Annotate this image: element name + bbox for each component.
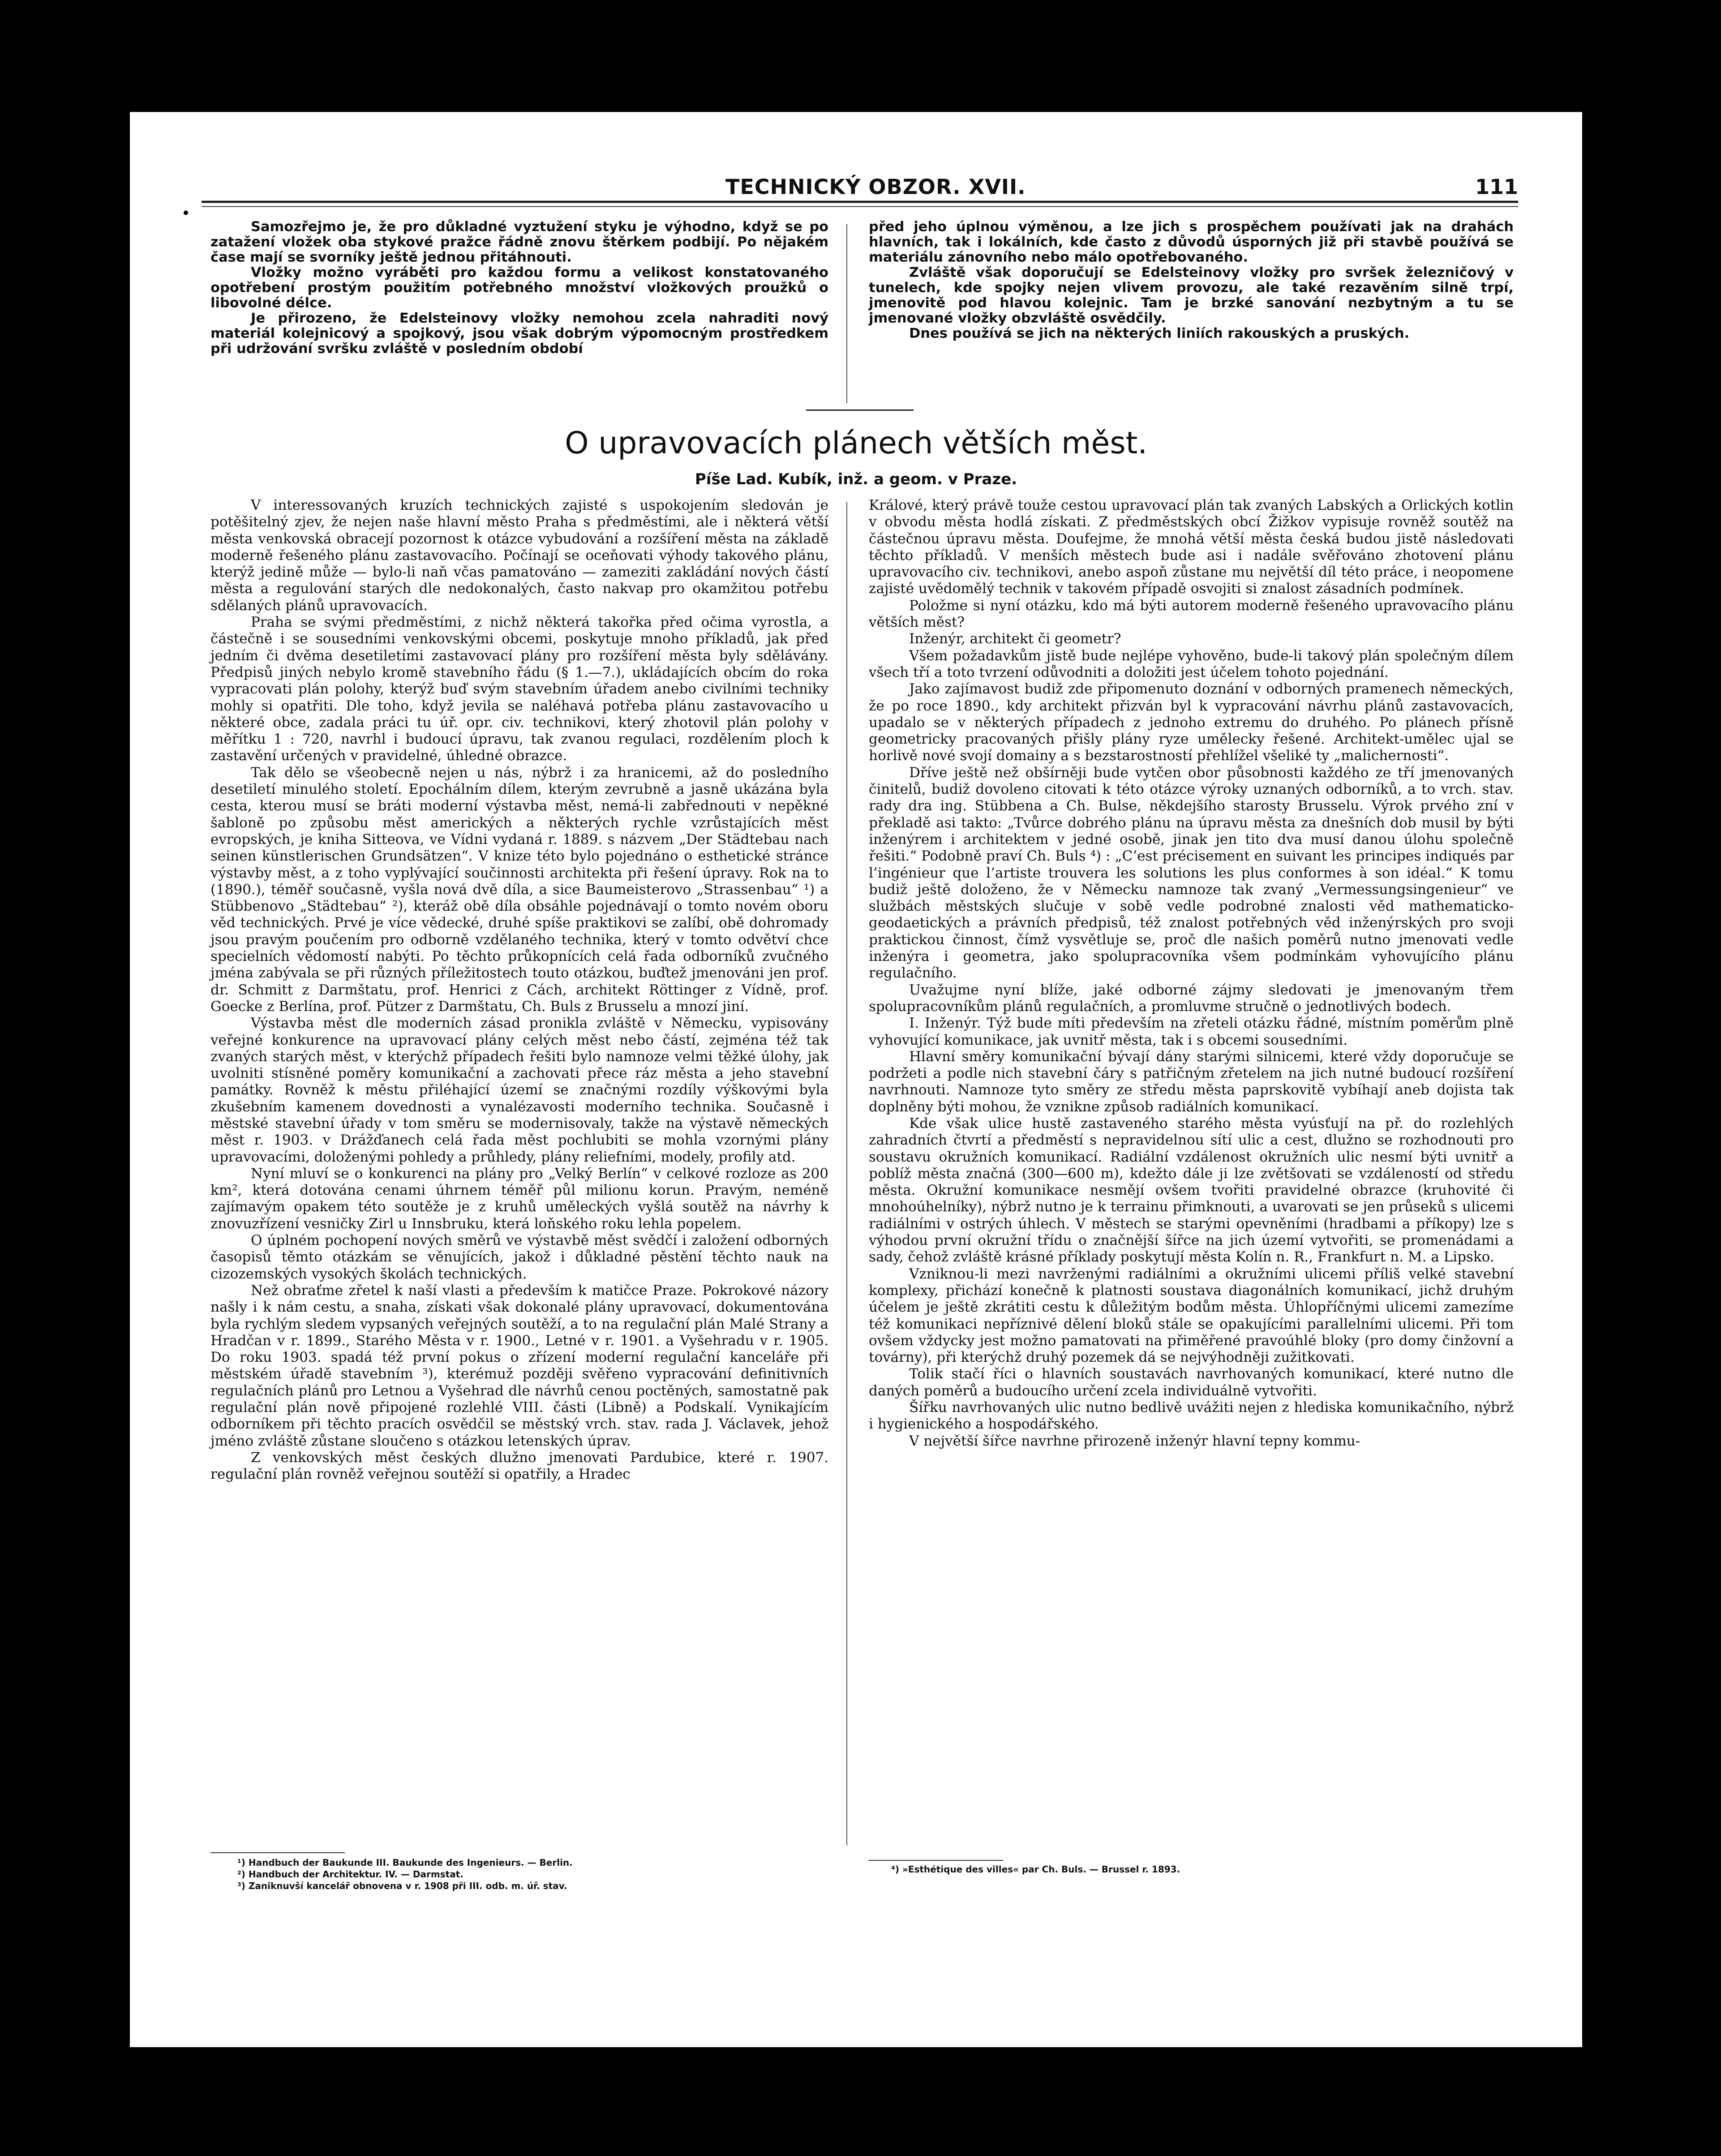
article-right-column	[869, 497, 1514, 1450]
paragraph: Uvažujme nyní blíže, jaké odborné zájmy sledovati je jmenovaným třem spolupracovníkům plánů regulačních, a promluvme stručně o jednotlivých bodech.	[869, 981, 1514, 1015]
header-rule-thin	[202, 206, 1518, 207]
paragraph: Samozřejmo je, že pro důkladné vyztužení styku je výhodno, když se po zatažení vložek oba stykové pražce řádně znovu štěrkem podbijí. Po nějakém čase mají se svorníky ještě jednou přitáhnouti.	[210, 219, 828, 265]
footnote: ²) Handbuch der Architektur. IV. — Darmstat.	[237, 1869, 464, 1880]
paragraph: Z venkovských měst českých dlužno jmenovati Pardubice, které r. 1907. regulační plán rovněž veřejnou soutěží si opatřily, a Hradec	[210, 1449, 828, 1483]
footnote: ³) Zaniknuvší kancelář obnovena v r. 1908 při III. odb. m. úř. stav.	[237, 1881, 567, 1891]
paragraph: Šířku navrhovaných ulic nutno bedlivě uvážiti nejen z hlediska komunikačního, nýbrž i hygienického a hospodářského.	[869, 1399, 1514, 1433]
paragraph: I. Inženýr. Týž bude míti především na zřeteli otázku řádné, místním poměrům plně vyhovující komunikace, jak uvnitř města, tak i s obcemi sousedními.	[869, 1015, 1514, 1048]
paragraph: Než obraťme zřetel k naší vlasti a především k matičce Praze. Pokrokové názory našly i k nám cestu, a snaha, získati však dokonalé plány upravovací, dokumentována byla rychlým sledem vypsaných veřejných soutěží, a to na regulační plán Malé Strany a Hradčan v r. 1899., Starého Města v r. 1900., Letné v r. 1901. a Vyšehradu v r. 1905. Do roku 1903. spadá též první pokus o zřízení moderní regulační kanceláře při městském úřadě stavebním ³), kterémuž později svěřeno vypracování definitivních regulačních plánů pro Letnou a Vyšehrad dle návrhů cenou poctěných, samostatně pak regulační plán nově připojené rozlehlé VIII. části (Libně) a Podskalí. Vynikajícím odborníkem při těchto pracích osvědčil se městský vrch. stav. rada J. Václavek, jehož jméno zvláště zůstane sloučeno s otázkou letenských úprav.	[210, 1282, 828, 1449]
footnotes-left	[237, 1857, 820, 1892]
paragraph: Všem požadavkům jistě bude nejlépe vyhověno, bude-li takový plán společným dílem všech tří a toto tvrzení odůvodniti a doložiti jest účelem tohoto pojednání.	[869, 647, 1514, 680]
paragraph: Hlavní směry komunikační bývají dány starými silnicemi, které vždy doporučuje se podržeti a podle nich stavební čáry s patřičným zřetelem na jich nutné budoucí rozšíření navrhnouti. Namnoze tyto směry ze středu města paprskovitě vybíhají aneb dojista tak doplněny býti mohou, že vznikne způsob radiálních komunikací.	[869, 1048, 1514, 1115]
paragraph: Dříve ještě než obšírněji bude vytčen obor působnosti každého ze tří jmenovaných činitelů, budiž dovoleno citovati k této otázce výroky uznaných odborníků, a to vrch. stav. rady dra ing. Stübbena a Ch. Bulse, někdejšího starosty Brusselu. Výrok prvého zní v překladě asi takto: „Tvůrce dobrého plánu na úpravu města za dnešních dob musil by býti inženýrem i architektem v jedné osobě, jinak jen tito dva musí danou úlohu společně řešiti.“ Podobně praví Ch. Buls ⁴) : „C’est précisement en suivant les principes indiqués par l’ingénieur que l’artiste trouvera les solutions les plus conformes à son idéal.“ K tomu budiž ještě doloženo, že v Německu namnoze tak zvaný „Vermessungsingenieur“ ve službách městských slučuje v sobě vedle podrobné znalosti věd mathematicko-geodaetických a právních předpisů, též znalost potřebných věd inženýrských pro svoji praktickou činnost, čímž vysvětluje se, proč dle našich poměrů nutno jmenovati vedle inženýra i geometra, jako spolupracovníka všem podmínkám vyhovujícího plánu regulačního.	[869, 764, 1514, 981]
paragraph: Je přirozeno, že Edelsteinovy vložky nemohou zcela nahraditi nový materiál kolejnicový a spojkový, jsou však dobrým výpomocným prostředkem při udržování svršku zvláště v posledním období	[210, 310, 828, 357]
paragraph: Inženýr, architekt či geometr?	[909, 631, 1121, 647]
paragraph: Králové, který právě touže cestou upravovací plán tak zvaných Labských a Orlických kotlin v obvodu města hodlá získati. Z předměstských obcí Žižkov vypisuje rovněž soutěž na částečnou úpravu města. Doufejme, že mnohá větší města česká budou jistě následovati těchto příkladů. V menších městech bude asi i nadále svěřováno zhotovení plánu upravovacího civ. technikovi, anebo aspoň zůstane mu největší díl této práce, i neopomene zajisté uvědomělý technik v takovém případě osvojiti si znalost zásadních podmínek.	[869, 497, 1514, 597]
footnote: ¹) Handbuch der Baukunde III. Baukunde des Ingenieurs. — Berlin.	[237, 1857, 573, 1868]
ink-speck	[184, 211, 188, 215]
column-divider	[846, 502, 847, 1846]
footnote: ⁴) »Esthétique des villes« par Ch. Buls. — Brussel r. 1893.	[891, 1864, 1180, 1875]
header-rule	[202, 201, 1518, 203]
paragraph: před jeho úplnou výměnou, a lze jich s prospěchem používati jak na drahách hlavních, tak i lokálních, kde často z důvodů úsporných již při stavbě používá se materiálu zánovního nebo málo opotřebovaného.	[869, 219, 1514, 265]
paragraph: Tolik stačí říci o hlavních soustavách navrhovaných komunikací, které nutno dle daných poměrů a budoucího určení zcela individuálně vytvořiti.	[869, 1366, 1514, 1399]
paragraph: Vzniknou-li mezi navrženými radiálními a okružními ulicemi příliš velké stavební komplexy, přichází konečně k platnosti soustava diagonálních komunikací, jichž druhým účelem je ještě zkrátiti cestu k důležitým bodům města. Úhlopříčnými ulicemi zamezíme též komunikaci nepříznivé dělení bloků stále se opakujícími parallelními ulicemi. Při tom ovšem vždycky jest možno pamatovati na přiměřené pravoúhlé bloky (pro domy činžovní a továrny), při kterýchž druhý pozemek dá se nejvýhodněji zužitkovati.	[869, 1265, 1514, 1366]
paragraph: V interessovaných kruzích technických zajisté s uspokojením sledován je potěšitelný zjev, že nejen naše hlavní město Praha s předměstími, ale i některá větší města venkovská obracejí pozornost k otázce vybudování a rozšíření města na základě moderně řešeného plánu zastavovacího. Počínají se oceňovati výhody takového plánu, kterýž jedině může — bylo-li naň včas pamatováno — zameziti zakládání nových částí města a regulování starých dle nedokonalých, často nakvap pro okamžitou potřebu sdělaných plánů upravovacích.	[210, 497, 828, 614]
page-number: 111	[1475, 175, 1518, 199]
paragraph: Zvláště však doporučují se Edelsteinovy vložky pro svršek železničový v tunelech, kde spojky nejen vlivem provozu, ale také rezavěním silně trpí, jmenovitě pod hlavou kolejnic. Tam je brzké sanování nezbytným a tu se jmenované vložky obzvláště osvědčily.	[869, 265, 1514, 326]
journal-page	[130, 112, 1582, 2047]
footnotes-right	[891, 1863, 1473, 1875]
paragraph: V největší šířce navrhne přirozeně inženýr hlavní tepny kommu-	[909, 1433, 1360, 1449]
footnote-rule	[210, 1852, 345, 1853]
article-title: O upravovacích plánech větších měst.	[565, 426, 1147, 461]
continued-article-left-column	[210, 219, 828, 357]
paragraph: Tak dělo se všeobecně nejen u nás, nýbrž i za hranicemi, až do posledního desetiletí minulého století. Epochálním dílem, kterým zevrubně a jasně ukázána byla cesta, kterou musí se bráti moderní výstavba měst, nemá-li zabřednouti v nepěkné šabloně po způsobu měst amerických a některých rychle vzrůstajících měst evropských, je kniha Sitteova, ve Vídni vydaná r. 1889. s názvem „Der Städtebau nach seinen künstlerischen Grundsätzen“. V knize této bylo pojednáno o esthetické stránce výstavby měst, a z toho vyplývající součinnosti architekta při řešení úpravy. Rok na to (1890.), téměř současně, vyšla nová dvě díla, a sice Baumeisterovo „Strassenbau“ ¹) a Stübbenovo „Städtebau“ ²), kteráž obě díla obsáhle pojednávají o tomto novém oboru věd technických. Prvé je více vědecké, druhé spíše praktikovi se zalíbí, obě dohromady jsou pravým poučením pro odborně vzdělaného technika, který v tomto odvětví chce specielních vědomostí nabýti. Po těchto průkopnících celá řada odborníků zvučného jména zabývala se při různých příležitostech touto otázkou, buďtež jmenováni jen prof. dr. Schmitt z Darmštatu, prof. Henrici z Cách, architekt Röttinger z Vídně, prof. Goecke z Berlína, prof. Pützer z Darmštatu, Ch. Buls z Brusselu a mnozí jiní.	[210, 764, 828, 1015]
article-byline: Píše Lad. Kubík, inž. a geom. v Praze.	[695, 470, 1017, 488]
page-header	[202, 175, 1518, 202]
article-separator	[806, 409, 914, 411]
paragraph: Dnes používá se jich na některých liniích rakouských a pruských.	[909, 326, 1410, 341]
column-divider	[846, 224, 847, 403]
paragraph: Výstavba měst dle moderních zásad pronikla zvláště v Německu, vypisovány veřejné konkurence na upravovací plány celých měst nebo částí, zejména též tak zvaných starých měst, v kterýchž případech řešiti bylo namnoze velmi těžké úlohy, jak uvolniti stísněné poměry komunikační a zachovati přece ráz města a jeho stavební památky. Rovněž k městu přiléhající území se značnými rozdíly výškovými byla zkušebním kamenem dovednosti a vynalézavosti moderního technika. Současně i městské stavební úřady v tom směru se modernisovaly, takže na výstavě německých měst r. 1903. v Drážďanech celá řada měst pochlubiti se mohla vzornými plány upravovacími, doloženými pohledy a průhledy, plány reliefními, modely, profily atd.	[210, 1015, 828, 1165]
paragraph: Vložky možno vyráběti pro každou formu a velikost konstatovaného opotřebení prostým použitím potřebného množství vložkových proužků o libovolné délce.	[210, 265, 828, 311]
paragraph: Nyní mluví se o konkurenci na plány pro „Velký Berlín“ v celkové rozloze as 200 km², která dotována cenami úhrnem téměř půl milionu korun. Pravým, neméně zajímavým opakem této soutěže je z kruhů uměleckých vyšlá soutěž na návrhy k znovuzřízení vesničky Zirl u Innsbruku, která loňského roku lehla popelem.	[210, 1165, 828, 1232]
continued-article-right-column	[869, 219, 1514, 341]
paragraph: Praha se svými předměstími, z nichž některá takořka před očima vyrostla, a částečně i se sousedními venkovskými obcemi, poskytuje mnoho příkladů, jak před jedním či dvěma desetiletími zastavovací plány pro rozšíření města byly sdělávány. Předpisů jiných nebylo kromě stavebního řádu (§ 1.—7.), ukládajících obcím do roka vypracovati plán polohy, kterýž buď svým stavebním úřadem anebo civilními techniky mohly si opatřiti. Dle toho, když jevila se naléhavá potřeba plánu zastavovacího u některé obce, zadala práci tu úř. opr. civ. technikovi, který zhotovil plán polohy v měřítku 1 : 720, navrhl i budoucí úpravu, tak zvanou regulaci, rozdělením ploch k zastavění určených v pravidelné, úhledné obrazce.	[210, 614, 828, 764]
footnote-rule	[869, 1860, 1003, 1861]
paragraph: O úplném pochopení nových směrů ve výstavbě měst svědčí i založení odborných časopisů těmto otázkám se věnujících, jakož i důkladné pěstění těchto nauk na cizozemských vysokých školách technických.	[210, 1232, 828, 1282]
paragraph: Jako zajímavost budiž zde připomenuto doznání v odborných pramenech německých, že po roce 1890., kdy architekt přizván byl k vypracování návrhu plánů zastavovacích, upadalo se v některých případech z jednoho extremu do druhého. Po plánech přísně geometricky pracovaných přišly plány ryze umělecky řešené. Architekt-umělec ujal se horlivě nové svojí domainy a s bezstarostností přehlížel všeliké ty „malichernosti“.	[869, 681, 1514, 764]
paragraph: Kde však ulice hustě zastaveného starého města vyúsťují na př. do rozlehlých zahradních čtvrtí a předměstí s nepravidelnou sítí ulic a cest, dlužno se rozhodnouti pro soustavu okružních komunikací. Radiální vzdálenost okružních ulic nesmí býti uvnitř a poblíž města značná (300—600 m), kdežto dále ji lze zvětšovati se vzdáleností od středu města. Okružní komunikace nesmějí ovšem tvořiti pravidelné obrazce (kruhovité či mnohoúhelníky), nýbrž nutno je k terrainu přimknouti, a uvarovati se jen průseků s ulicemi radiálními v ostrých úhlech. V městech se starými opevněními (hradbami a příkopy) lze s výhodou první okružní třídu o značnější šířce na jich území vytvořiti, se promenádami a sady, čehož zvláště krásné příklady poskytují města Kolín n. R., Frankfurt n. M. a Lipsko.	[869, 1115, 1514, 1265]
article-left-column	[210, 497, 828, 1483]
paragraph: Položme si nyní otázku, kdo má býti autorem moderně řešeného upravovacího plánu větších měst?	[869, 597, 1514, 631]
running-head: TECHNICKÝ OBZOR. XVII.	[725, 175, 1026, 199]
